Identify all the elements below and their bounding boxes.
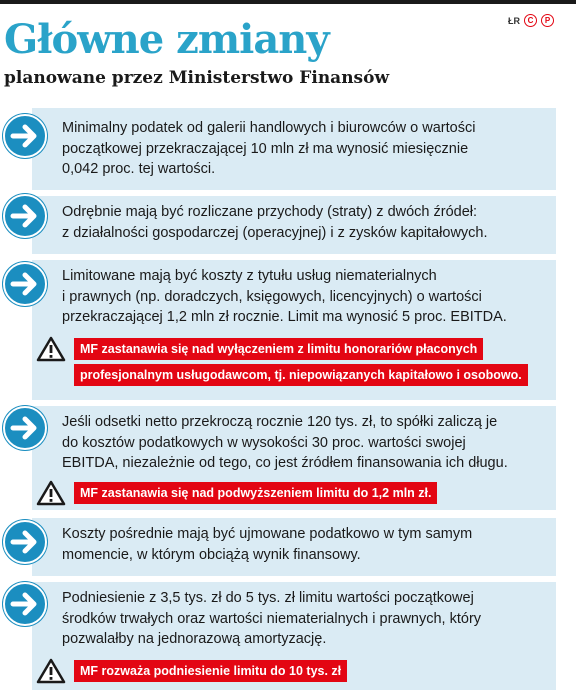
credit-text: ŁR <box>508 15 520 26</box>
text-line: przekraczającej 1,2 mln zł rocznie. Limit ma wynosić 5 proc. EBITDA. <box>62 309 507 325</box>
text-line: momencie, w którym obciążą wynik finansowy. <box>62 546 361 563</box>
copyright-icon: C <box>524 14 537 27</box>
text-line: z działalności gospodarczej (operacyjnej) i z zysków kapitałowych. <box>62 224 488 241</box>
item-text <box>62 412 548 474</box>
arrow-right-icon <box>3 406 47 450</box>
text-line: Jeśli odsetki netto przekroczą rocznie 120 tys. zł, to spółki zaliczą je <box>62 414 498 430</box>
text-line: Odrębnie mają być rozliczane przychody (straty) z dwóch źródeł: <box>62 204 478 220</box>
text-line: do kosztów podatkowych w wysokości 30 proc. wartości swojej <box>62 434 466 451</box>
text-line: Minimalny podatek od galerii handlowych i biurowców o wartości <box>62 120 476 136</box>
page-title: Główne zmiany <box>4 16 329 63</box>
warning-icon <box>36 658 66 684</box>
text-line: 0,042 proc. tej wartości. <box>62 161 216 177</box>
arrow-right-icon <box>3 520 47 564</box>
text-line: pozwalałby na jednorazową amortyzację. <box>62 631 327 647</box>
item-text <box>62 266 548 328</box>
text-line: EBITDA, niezależnie od tego, co jest źródłem finansowania ich długu. <box>62 455 508 471</box>
item-text <box>62 202 548 243</box>
arrow-right-icon <box>3 194 47 238</box>
credit <box>508 14 554 27</box>
warning-note: MF rozważa podniesienie limitu do 10 tys. zł <box>74 660 347 682</box>
warning-note: profesjonalnym usługodawcom, tj. niepowiązanych kapitałowo i osobowo. <box>74 364 528 386</box>
arrow-right-icon <box>3 114 47 158</box>
item-text <box>62 524 548 565</box>
text-line: początkowej przekraczającej 10 mln zł ma wynosić miesięcznie <box>62 140 469 157</box>
text-line: Limitowane mają być koszty z tytułu usług niematerialnych <box>62 268 437 284</box>
warning-note: MF zastanawia się nad podwyższeniem limitu do 1,2 mln zł. <box>74 482 437 504</box>
text-line: Koszty pośrednie mają być ujmowane podatkowo w tym samym <box>62 526 473 542</box>
warning-icon <box>36 336 66 362</box>
warning-icon <box>36 480 66 506</box>
text-line: środków trwałych oraz wartości niematerialnych i prawnych, który <box>62 610 482 627</box>
arrow-right-icon <box>3 582 47 626</box>
publisher-logo-icon: P <box>541 14 554 27</box>
item-text <box>62 588 548 650</box>
page-subtitle: planowane przez Ministerstwo Finansów <box>4 68 390 88</box>
top-rule <box>0 0 576 4</box>
text-line: Podniesienie z 3,5 tys. zł do 5 tys. zł limitu wartości początkowej <box>62 590 474 606</box>
warning-note: MF zastanawia się nad wyłączeniem z limitu honorariów płaconych <box>74 338 483 360</box>
arrow-right-icon <box>3 262 47 306</box>
text-line: i prawnych (np. doradczych, księgowych, licencyjnych) o wartości <box>62 288 482 305</box>
item-text <box>62 118 548 180</box>
